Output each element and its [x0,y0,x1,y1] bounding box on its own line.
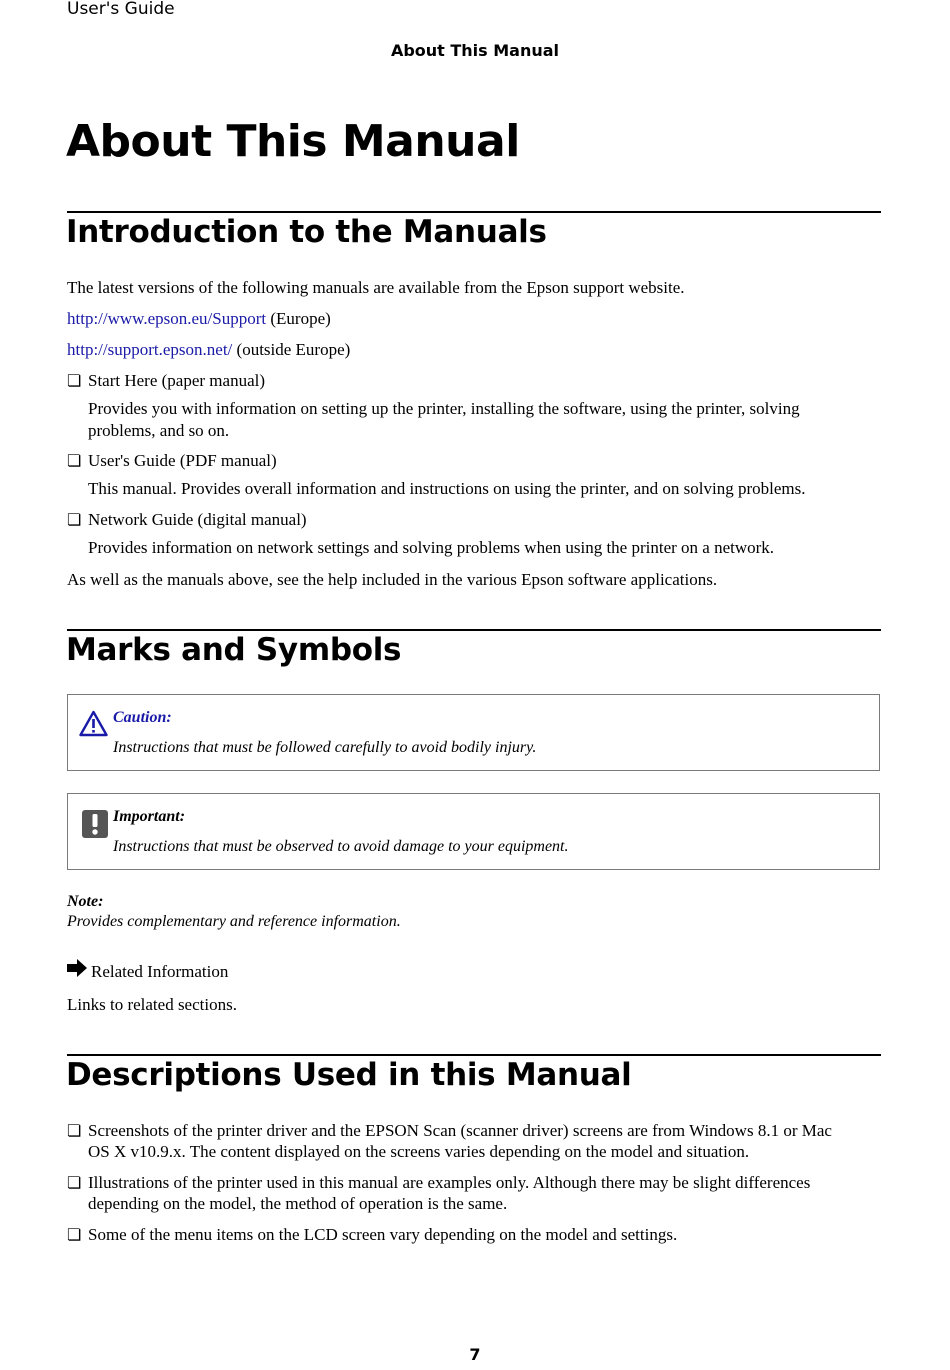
description-item-2-line-1: Illustrations of the printer used in this manual are examples only. Although there may be slight differences [88,1173,811,1192]
chapter-title: About This Manual [66,116,520,167]
checkbox-bullet-icon: ❏ [67,453,82,470]
checkbox-bullet-icon: ❏ [67,1175,82,1192]
link-epson-eu-support[interactable]: http://www.epson.eu/Support [67,309,267,328]
manual-desc-users-guide: This manual. Provides overall information and instructions on using the printer, and on solving problems. [88,479,806,498]
checkbox-bullet-icon: ❏ [67,1227,82,1244]
manual-desc-start-here-1: Provides you with information on setting up the printer, installing the software, using the printer, solving [88,399,800,418]
right-arrow-icon [66,958,88,983]
list-item [67,370,81,392]
link-line-outside-europe [67,339,350,360]
link-suffix-europe: (Europe) [266,309,331,328]
link-line-europe [67,308,331,329]
related-information-text: Links to related sections. [67,995,237,1014]
running-title: About This Manual [390,41,560,60]
page-number: 7 [469,1345,481,1364]
checkbox-bullet-icon: ❏ [67,1123,82,1140]
manual-title-users-guide: User's Guide (PDF manual) [88,451,277,470]
exclamation-box-icon [82,810,108,843]
section-rule-intro [67,211,881,213]
manual-title-start-here: Start Here (paper manual) [88,371,265,390]
important-label: Important: [113,808,186,825]
list-item [67,450,81,472]
related-information-label: Related Information [91,962,229,981]
warning-triangle-icon [79,710,108,742]
description-item-3: Some of the menu items on the LCD screen vary depending on the model and settings. [88,1225,678,1244]
heading-marks-and-symbols: Marks and Symbols [66,632,402,668]
heading-introduction: Introduction to the Manuals [66,214,547,250]
list-item [67,1224,81,1246]
section-rule-descriptions [67,1054,881,1056]
list-item [67,509,81,531]
caution-label: Caution: [113,709,172,726]
running-head: User's Guide [67,0,175,19]
caution-text: Instructions that must be followed carefully to avoid bodily injury. [113,739,537,756]
note-text: Provides complementary and reference information. [67,913,401,930]
heading-descriptions: Descriptions Used in this Manual [66,1057,632,1093]
important-box [67,793,880,870]
checkbox-bullet-icon: ❏ [67,512,82,529]
manual-desc-network-guide: Provides information on network settings and solving problems when using the printer on a network. [88,538,775,557]
caution-box [67,694,880,771]
important-text: Instructions that must be observed to avoid damage to your equipment. [113,838,569,855]
description-item-2-line-2: depending on the model, the method of operation is the same. [88,1194,508,1213]
manual-title-network-guide: Network Guide (digital manual) [88,510,307,529]
list-item [67,1172,81,1194]
link-support-epson-net[interactable]: http://support.epson.net/ [67,340,233,359]
link-suffix-outside-europe: (outside Europe) [232,340,351,359]
manual-desc-start-here-2: problems, and so on. [88,421,230,440]
description-item-1-line-2: OS X v10.9.x. The content displayed on the screens varies depending on the model and situation. [88,1142,750,1161]
description-item-1-line-1: Screenshots of the printer driver and the EPSON Scan (scanner driver) screens are from Windows 8.1 or Mac [88,1121,832,1140]
checkbox-bullet-icon: ❏ [67,373,82,390]
intro-closing: As well as the manuals above, see the help included in the various Epson software applications. [67,570,718,589]
note-label: Note: [67,893,104,910]
list-item [67,1120,81,1142]
section-rule-marks [67,629,881,631]
intro-lead: The latest versions of the following manuals are available from the Epson support website. [67,278,685,297]
